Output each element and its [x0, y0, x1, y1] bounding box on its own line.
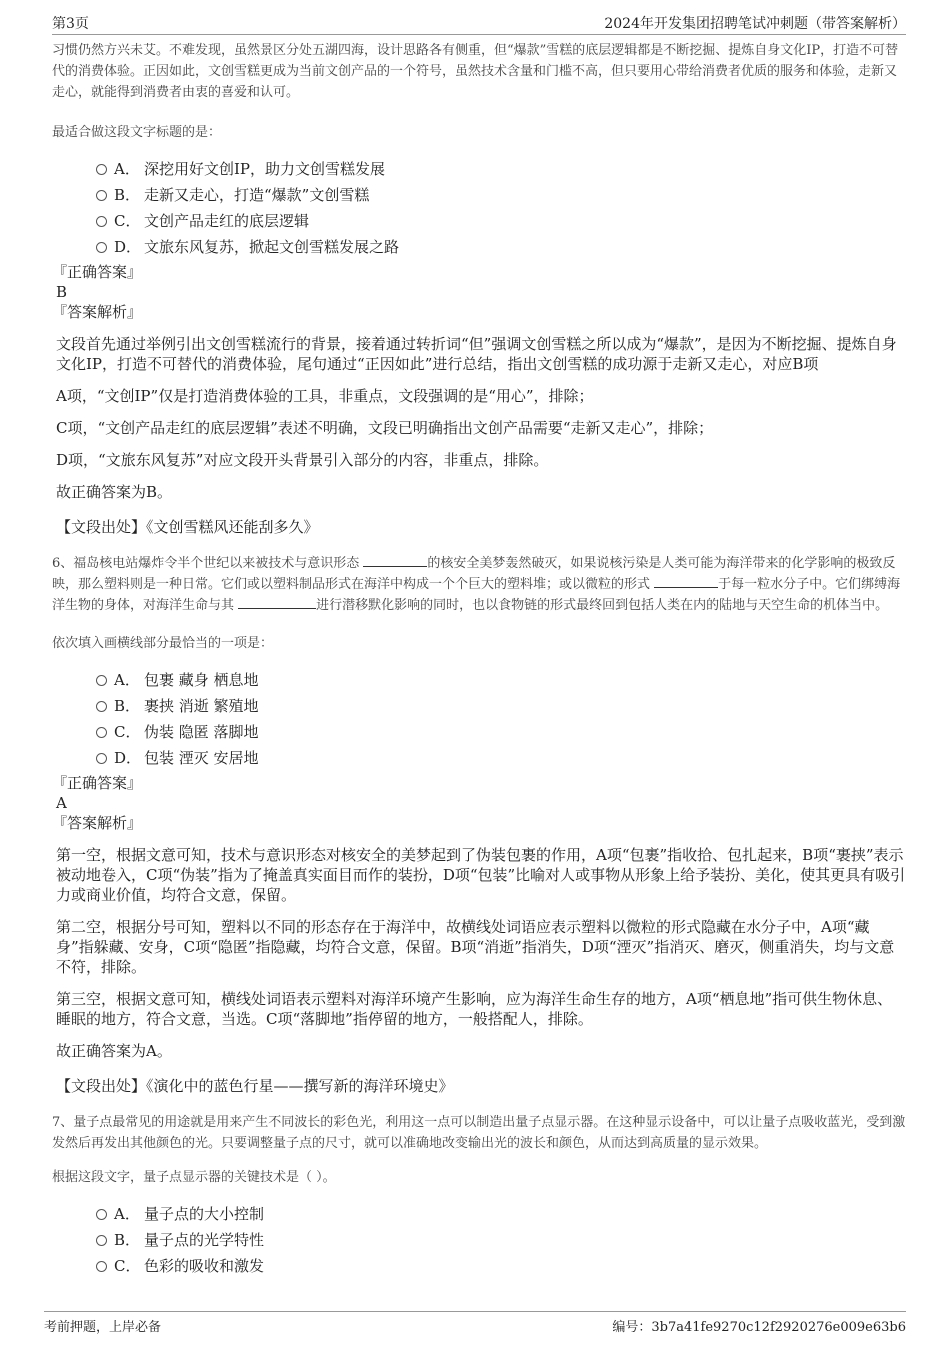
page-footer — [44, 1311, 906, 1336]
q5-explain-1: 文段首先通过举例引出文创雪糕流行的背景，接着通过转折词“但”强调文创雪糕之所以成为“爆款”，是因为不断挖掘、提炼自身文化IP，打造不可替代的消费体验，尾句通过“正因如此”进行总结，指出文创雪糕的成功源于走新又走心，对应B项 — [56, 335, 897, 373]
q5-explain-5: 故正确答案为B。 — [56, 483, 173, 501]
radio-icon[interactable] — [96, 727, 107, 738]
q6-option-d[interactable]: D． 包装 湮灭 安居地 — [94, 745, 906, 771]
radio-icon[interactable] — [96, 1209, 107, 1220]
page-header — [52, 10, 906, 35]
q6-explain-2: 第二空，根据分号可知，塑料以不同的形态存在于海洋中，故横线处词语应表示塑料以微粒的形式隐藏在水分子中，A项“藏身”指躲藏、安身，C项“隐匿”指隐藏，均符合文意，保留。B项“消逝”指消失，D项“湮灭”指消灭、磨灭，侧重消失，均与文意不符，排除。 — [56, 918, 895, 976]
q6-explain-1: 第一空，根据文意可知，技术与意识形态对核安全的美梦起到了伪装包裹的作用，A项“包裹”指收拾、包扎起来，B项“裹挟”表示被动地卷入，C项“伪装”指为了掩盖真实面目而作的装扮，D项“包装”比喻对人或事物从形象上给予装扮、美化，使其更具有吸引力或商业价值，均符合文意，保留。 — [56, 846, 906, 904]
q5-option-c[interactable]: C． 文创产品走红的底层逻辑 — [94, 208, 906, 234]
q5-explain-label: 『答案解析』 — [52, 303, 143, 321]
q6-option-c[interactable]: C． 伪装 隐匿 落脚地 — [94, 719, 906, 745]
q5-explain-2: A项，“文创IP”仅是打造消费体验的工具，非重点，文段强调的是“用心”，排除； — [56, 387, 594, 405]
page-number: 第3页 — [52, 16, 89, 32]
blank-1 — [363, 554, 427, 567]
q6-options — [52, 667, 906, 771]
document-title: 2024年开发集团招聘笔试冲刺题（带答案解析） — [604, 16, 906, 32]
q6-explain-3: 第三空，根据文意可知，横线处词语表示塑料对海洋环境产生影响，应为海洋生命生存的地方，A项“栖息地”指可供生物休息、睡眠的地方，符合文意，当选。C项“落脚地”指停留的地方，一般搭配人，排除。 — [56, 990, 893, 1028]
radio-icon[interactable] — [96, 1261, 107, 1272]
q7-stem: 7、量子点最常见的用途就是用来产生不同波长的彩色光，利用这一点可以制造出量子点显示器。在这种显示设备中，可以让量子点吸收蓝光，受到激发然后再发出其他颜色的光。只要调整量子点的尺寸，就可以准确地改变输出光的波长和颜色，从而达到高质量的显示效果。 — [52, 1115, 906, 1151]
radio-icon[interactable] — [96, 216, 107, 227]
radio-icon[interactable] — [96, 164, 107, 175]
radio-icon[interactable] — [96, 675, 107, 686]
q5-explain-4: D项，“文旅东风复苏”对应文段开头背景引入部分的内容，非重点，排除。 — [56, 451, 549, 469]
q5-options — [52, 156, 906, 260]
q6-source: 【文段出处】《演化中的蓝色行星——撰写新的海洋环境史》 — [56, 1077, 454, 1095]
q6-option-b[interactable]: B． 裹挟 消逝 繁殖地 — [94, 693, 906, 719]
footer-id: 编号：3b7a41fe9270c12f2920276e009e63b6 — [612, 1320, 906, 1335]
q5-answer-label: 『正确答案』 — [52, 263, 143, 281]
footer-slogan: 考前押题，上岸必备 — [44, 1320, 162, 1335]
q5-source: 【文段出处】《文创雪糕风还能刮多久》 — [56, 518, 319, 536]
q7-option-b[interactable]: B． 量子点的光学特性 — [94, 1227, 906, 1253]
q7-option-a[interactable]: A． 量子点的大小控制 — [94, 1201, 906, 1227]
q7-option-c[interactable]: C． 色彩的吸收和激发 — [94, 1253, 906, 1279]
q6-explain-4: 故正确答案为A。 — [56, 1042, 172, 1060]
q5-option-b[interactable]: B． 走新又走心，打造“爆款”文创雪糕 — [94, 182, 906, 208]
page-content — [52, 40, 906, 1279]
q6-option-a[interactable]: A． 包裹 藏身 栖息地 — [94, 667, 906, 693]
radio-icon[interactable] — [96, 701, 107, 712]
q6-stem: 6、福岛核电站爆炸令半个世纪以来被技术与意识形态 的核安全美梦轰然破灭，如果说核污染是人类可能为海洋带来的化学影响的极致反映，那么塑料则是一种日常。它们或以塑料制品形式在海洋中构成一个个巨大的塑料堆；或以微粒的形式 于每一粒水分子中。它们绑缚海洋生物的身体，对海洋生命与其 进行潜移默化影响的同时，也以食物链的形式最终回到包括人类在内的陆地与天空生命的机体当中。 — [52, 556, 901, 613]
q6-ask: 依次填入画横线部分最恰当的一项是： — [52, 636, 274, 651]
q5-explain-3: C项，“文创产品走红的底层逻辑”表述不明确，文段已明确指出文创产品需要“走新又走心”，排除； — [56, 419, 714, 437]
radio-icon[interactable] — [96, 242, 107, 253]
q5-ask: 最适合做这段文字标题的是： — [52, 125, 222, 140]
q6-explain-label: 『答案解析』 — [52, 814, 143, 832]
q6-answer: A — [56, 794, 67, 812]
q7-ask: 根据这段文字，量子点显示器的关键技术是（ ）。 — [52, 1170, 336, 1185]
radio-icon[interactable] — [96, 1235, 107, 1246]
q5-option-d[interactable]: D． 文旅东风复苏，掀起文创雪糕发展之路 — [94, 234, 906, 260]
q5-stem-tail: 习惯仍然方兴未艾。不难发现，虽然景区分处五湖四海，设计思路各有侧重，但“爆款”雪糕的底层逻辑都是不断挖掘、提炼自身文化IP，打造不可替代的消费体验。正因如此，文创雪糕更成为当前文创产品的一个符号，虽然技术含量和门槛不高，但只要用心带给消费者优质的服务和体验，走新又走心，就能得到消费者由衷的喜爱和认可。 — [52, 43, 899, 100]
q5-answer: B — [56, 283, 68, 301]
blank-2 — [654, 575, 718, 588]
blank-3 — [238, 596, 316, 609]
q7-options — [52, 1201, 906, 1279]
radio-icon[interactable] — [96, 190, 107, 201]
q6-answer-label: 『正确答案』 — [52, 774, 143, 792]
q5-option-a[interactable]: A． 深挖用好文创IP，助力文创雪糕发展 — [94, 156, 906, 182]
radio-icon[interactable] — [96, 753, 107, 764]
